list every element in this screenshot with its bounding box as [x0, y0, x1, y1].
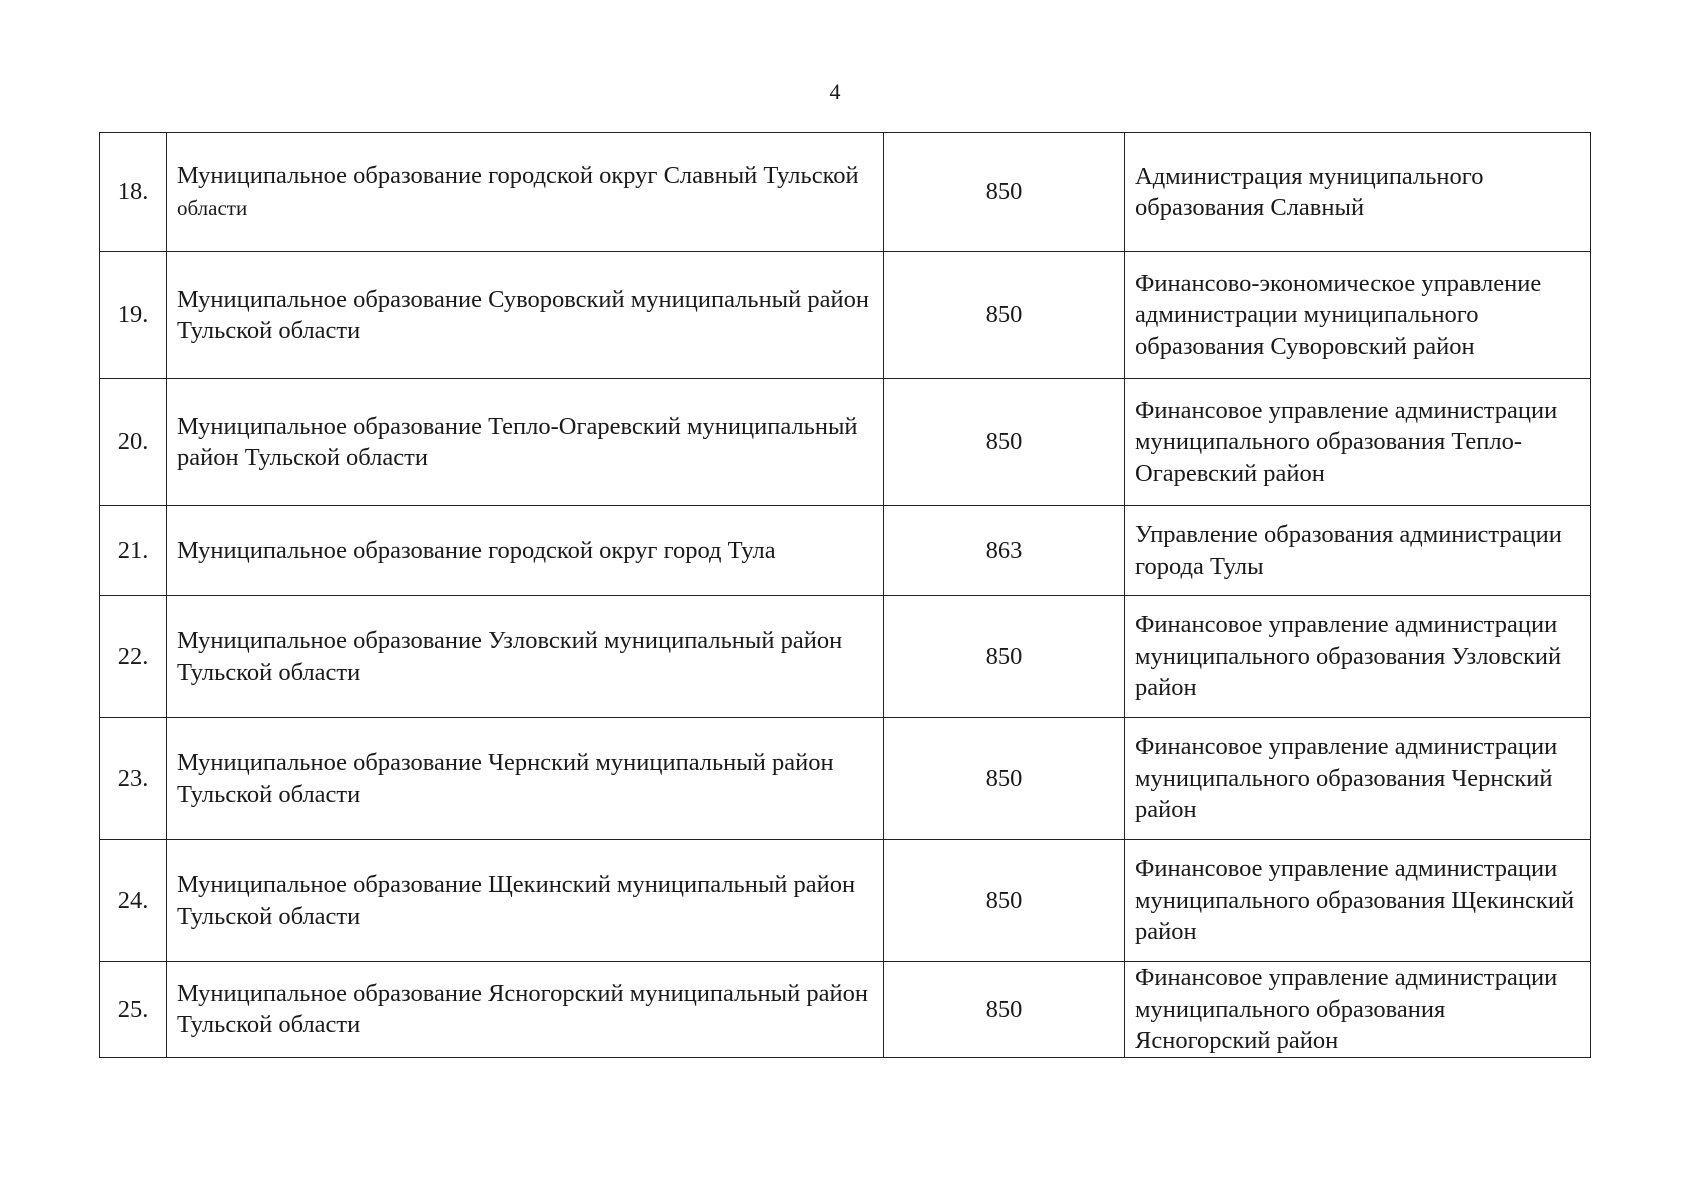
budget-code: 863	[884, 506, 1125, 596]
budget-code: 850	[884, 962, 1125, 1058]
row-number: 23.	[100, 718, 167, 840]
administrator-name: Финансовое управление администрации муниципального образования Тепло-Огаревский район	[1125, 379, 1591, 506]
table-row	[100, 596, 1591, 718]
municipality-name: Муниципальное образование Щекинский муниципальный район Тульской области	[167, 840, 884, 962]
budget-code: 850	[884, 718, 1125, 840]
municipality-name: Муниципальное образование Ясногорский муниципальный район Тульской области	[167, 962, 884, 1058]
administrator-name: Финансовое управление администрации муниципального образования Ясногорский район	[1125, 962, 1591, 1058]
row-number: 25.	[100, 962, 167, 1058]
municipality-name-text: Муниципальное образование городской округ Славный Тульской	[177, 161, 859, 189]
table-row	[100, 379, 1591, 506]
municipality-name: Муниципальное образование Тепло-Огаревский муниципальный район Тульской области	[167, 379, 884, 506]
municipality-name	[167, 133, 884, 252]
administrator-name: Финансово-экономическое управление администрации муниципального образования Суворовский район	[1125, 252, 1591, 379]
table-row	[100, 840, 1591, 962]
budget-code: 850	[884, 840, 1125, 962]
table-row	[100, 133, 1591, 252]
budget-code: 850	[884, 252, 1125, 379]
table-row	[100, 962, 1591, 1058]
row-number: 20.	[100, 379, 167, 506]
table-row	[100, 718, 1591, 840]
municipality-name: Муниципальное образование Суворовский муниципальный район Тульской области	[167, 252, 884, 379]
municipality-name-tail: области	[177, 196, 248, 220]
budget-code: 850	[884, 133, 1125, 252]
row-number: 18.	[100, 133, 167, 252]
row-number: 21.	[100, 506, 167, 596]
municipality-name: Муниципальное образование городской округ город Тула	[167, 506, 884, 596]
municipality-name: Муниципальное образование Узловский муниципальный район Тульской области	[167, 596, 884, 718]
table-row	[100, 252, 1591, 379]
row-number: 22.	[100, 596, 167, 718]
row-number: 24.	[100, 840, 167, 962]
administrator-name: Финансовое управление администрации муниципального образования Щекинский район	[1125, 840, 1591, 962]
administrator-name: Финансовое управление администрации муниципального образования Чернский район	[1125, 718, 1591, 840]
budget-code: 850	[884, 596, 1125, 718]
table-row	[100, 506, 1591, 596]
budget-code: 850	[884, 379, 1125, 506]
row-number: 19.	[100, 252, 167, 379]
administrator-name: Финансовое управление администрации муниципального образования Узловский район	[1125, 596, 1591, 718]
page-number: 4	[829, 79, 841, 104]
administrator-name: Управление образования администрации города Тулы	[1125, 506, 1591, 596]
administrator-name: Администрация муниципального образования Славный	[1125, 133, 1591, 252]
municipalities-table	[99, 132, 1591, 1058]
municipality-name: Муниципальное образование Чернский муниципальный район Тульской области	[167, 718, 884, 840]
